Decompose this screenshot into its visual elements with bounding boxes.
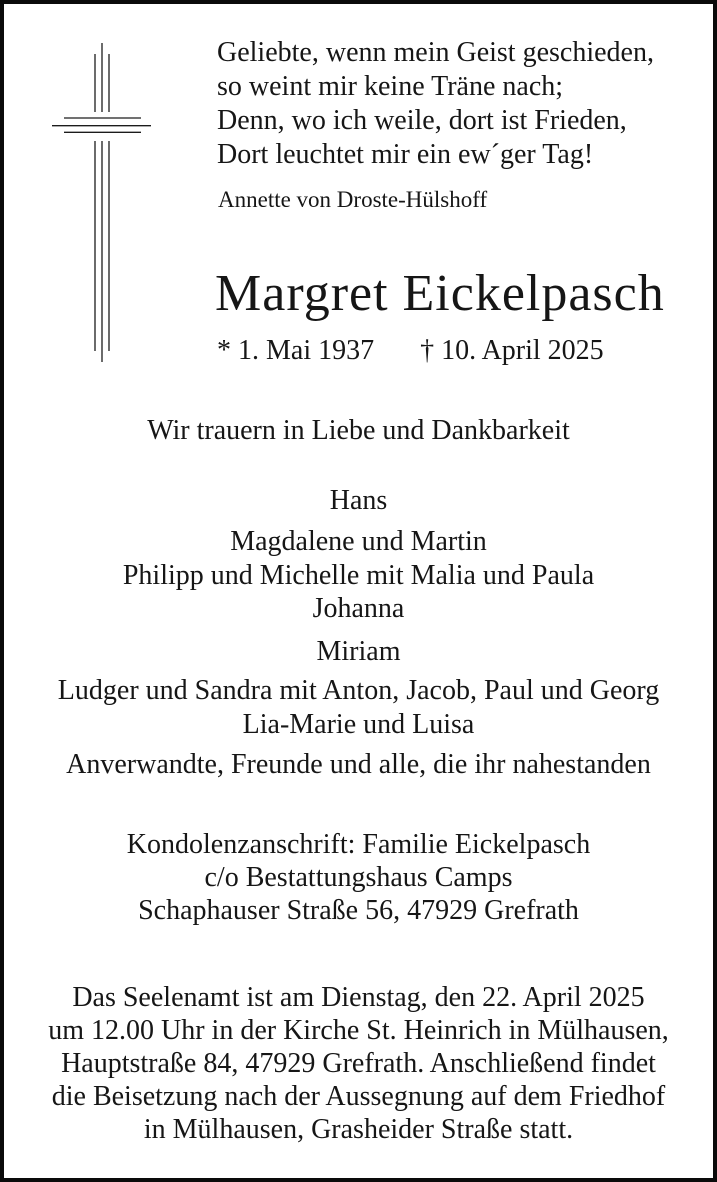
condolence-line: c/o Bestattungshaus Camps <box>204 862 513 893</box>
mourner-line: Magdalene und Martin <box>230 526 487 557</box>
condolence-line: Kondolenzanschrift: Familie Eickelpasch <box>126 829 591 860</box>
service-line: in Mülhausen, Grasheider Straße statt. <box>143 1114 574 1145</box>
poem-line: so weint mir keine Träne nach; <box>217 71 564 102</box>
death-date: † 10. April 2025 <box>420 335 604 366</box>
life-dates <box>217 334 604 367</box>
mourning-intro: Wir trauern in Liebe und Dankbarkeit <box>147 415 570 446</box>
memorial-cross-icon <box>44 39 159 369</box>
mourner-line: Anverwandte, Freunde und alle, die ihr nahestanden <box>66 749 651 780</box>
poem-line: Denn, wo ich weile, dort ist Frieden, <box>217 105 627 136</box>
service-line: Das Seelenamt ist am Dienstag, den 22. April 2025 <box>72 982 645 1013</box>
condolence-address-block <box>4 828 713 927</box>
deceased-name: Margret Eickelpasch <box>215 265 665 322</box>
poem-line: Geliebte, wenn mein Geist geschieden, <box>217 37 654 68</box>
mourner-line: Lia-Marie und Luisa <box>242 709 475 740</box>
mourner-line: Johanna <box>312 593 405 624</box>
mourner-line: Miriam <box>316 636 401 667</box>
mourner-line: Ludger und Sandra mit Anton, Jacob, Paul und Georg <box>57 675 660 706</box>
birth-date: * 1. Mai 1937 <box>217 335 375 366</box>
poem-attribution: Annette von Droste-Hülshoff <box>218 187 488 212</box>
condolence-line: Schaphauser Straße 56, 47929 Grefrath <box>138 895 579 926</box>
service-line: die Beisetzung nach der Aussegnung auf dem Friedhof <box>51 1081 666 1112</box>
mourner-line: Philipp und Michelle mit Malia und Paula <box>122 560 595 591</box>
poem-block <box>217 36 654 172</box>
poem-line: Dort leuchtet mir ein ew´ger Tag! <box>217 139 594 170</box>
service-line: um 12.00 Uhr in der Kirche St. Heinrich in Mülhausen, <box>48 1015 669 1046</box>
service-info-block <box>4 981 713 1146</box>
mourner-line: Hans <box>329 485 388 516</box>
service-line: Hauptstraße 84, 47929 Grefrath. Anschließend findet <box>61 1048 656 1079</box>
